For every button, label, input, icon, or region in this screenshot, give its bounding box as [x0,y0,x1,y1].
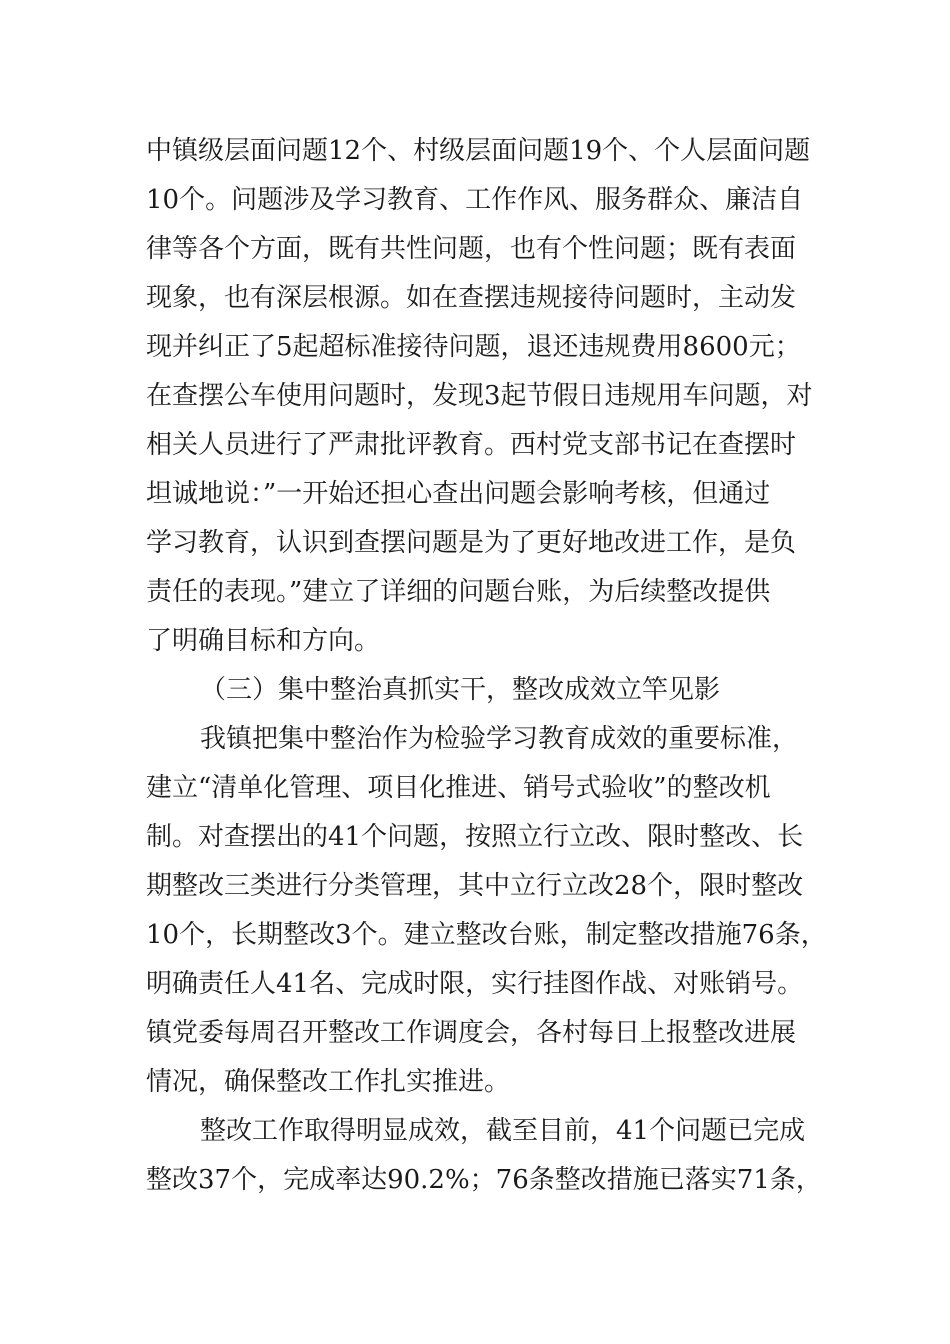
section-heading: （三）集中整治真抓实干，整改成效立竿见影 [200,675,721,705]
paragraph-line: 坦诚地说：”一开始还担心查出问题会影响考核，但通过 [146,479,771,509]
paragraph-line: 10个。问题涉及学习教育、工作作风、服务群众、廉洁自 [146,185,804,215]
paragraph-line: 在查摆公车使用问题时，发现3起节假日违规用车问题，对 [146,381,813,411]
paragraph-line: 现并纠正了5起超标准接待问题，退还违规费用8600元； [146,332,801,362]
paragraph-line: 律等各个方面，既有共性问题，也有个性问题；既有表面 [146,234,797,264]
paragraph-line: 建立“清单化管理、项目化推进、销号式验收”的整改机 [146,773,771,803]
paragraph-line: 制。对查摆出的41个问题，按照立行立改、限时整改、长 [146,822,804,852]
paragraph-line: 中镇级层面问题12个、村级层面问题19个、个人层面问题 [146,136,811,166]
paragraph-line: 了明确目标和方向。 [146,626,381,656]
paragraph-line: 情况，确保整改工作扎实推进。 [146,1067,511,1097]
paragraph-line: 期整改三类进行分类管理，其中立行立改28个，限时整改 [146,871,804,901]
paragraph-line: 整改37个，完成率达90.2%；76条整改措施已落实71条， [146,1165,822,1195]
paragraph-line: 相关人员进行了严肃批评教育。西村党支部书记在查摆时 [146,430,797,460]
paragraph-line: 我镇把集中整治作为检验学习教育成效的重要标准， [200,724,799,754]
paragraph-line: 责任的表现。”建立了详细的问题台账，为后续整改提供 [146,577,771,607]
paragraph-line: 整改工作取得明显成效，截至目前，41个问题已完成 [200,1116,806,1146]
paragraph-line: 现象，也有深层根源。如在查摆违规接待问题时，主动发 [146,283,797,313]
paragraph-line: 明确责任人41名、完成时限，实行挂图作战、对账销号。 [146,969,804,999]
paragraph-line: 学习教育，认识到查摆问题是为了更好地改进工作，是负 [146,528,797,558]
paragraph-line: 10个，长期整改3个。建立整改台账，制定整改措施76条， [146,920,827,950]
paragraph-line: 镇党委每周召开整改工作调度会，各村每日上报整改进展 [146,1018,797,1048]
